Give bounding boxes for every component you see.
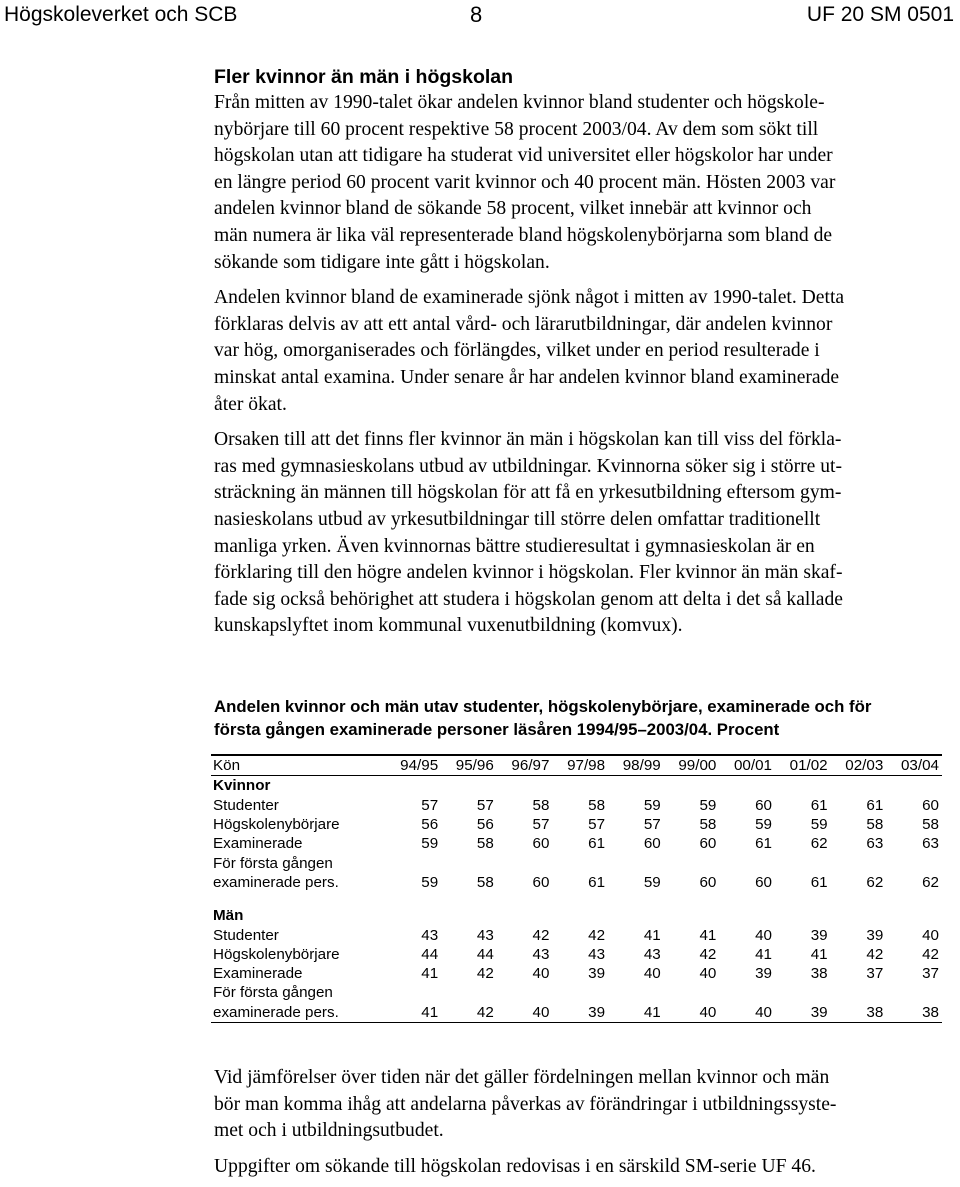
table-cell: 42 — [699, 945, 717, 963]
table-cell: 58 — [866, 816, 884, 834]
table-cell: 59 — [421, 835, 439, 853]
row-label: Examinerade — [213, 965, 303, 983]
table-cell: 41 — [755, 945, 772, 963]
text-line: män numera är lika väl representerade bland högskolenybörjarna som bland de — [214, 224, 833, 246]
table-cell: 40 — [643, 965, 661, 983]
text-line: fade sig också behörighet att studera i högskolan genom att delta i det så kallade — [214, 588, 843, 610]
row-label: Studenter — [213, 796, 279, 814]
row-label: Högskolenybörjare — [213, 945, 340, 963]
table-row — [211, 873, 942, 892]
table-cell: 38 — [922, 1003, 939, 1021]
table-cell: 60 — [699, 835, 717, 853]
table-cell: 42 — [922, 945, 939, 963]
table-cell: 40 — [755, 926, 772, 944]
table-cell: 43 — [588, 945, 606, 963]
column-header-gender: Kön — [213, 757, 241, 775]
row-label: examinerade pers. — [213, 873, 339, 891]
table-spacer — [211, 892, 942, 906]
table-cell: 60 — [699, 873, 717, 891]
table-cell: 41 — [810, 945, 828, 963]
column-header-year: 95/96 — [455, 757, 494, 775]
closing-paragraph-1 — [214, 1065, 936, 1145]
group-header-row — [211, 776, 942, 796]
table-cell: 59 — [643, 873, 661, 891]
table-cell: 57 — [643, 816, 661, 834]
table-cell: 40 — [532, 1003, 550, 1021]
table-cell: 40 — [755, 1003, 772, 1021]
group-label: Kvinnor — [213, 777, 271, 795]
table-cell: 43 — [643, 945, 661, 963]
table-cell: 42 — [588, 926, 606, 944]
row-label: För första gången — [213, 854, 333, 872]
table-cell: 43 — [532, 945, 550, 963]
text-line: manliga yrken. Även kvinnornas bättre studieresultat i gymnasieskolan är en — [214, 535, 815, 557]
table-cell: 39 — [866, 926, 884, 944]
group-label: Män — [213, 907, 244, 925]
column-header-year: 01/02 — [789, 757, 828, 775]
table-cell: 42 — [476, 1003, 494, 1021]
text-line: en längre period 60 procent varit kvinnor och 40 procent män. Hösten 2003 var — [214, 171, 836, 193]
text-line: förklaras delvis av att ett antal vård- och lärarutbildningar, där andelen kvinnor — [214, 313, 833, 335]
table-cell: 59 — [643, 796, 661, 814]
table-cell: 43 — [476, 926, 494, 944]
column-header-year: 97/98 — [567, 757, 606, 775]
column-header-year: 03/04 — [900, 757, 939, 775]
table-row — [211, 983, 942, 1002]
table-cell: 60 — [532, 835, 550, 853]
table-row — [211, 945, 942, 964]
section-title: Fler kvinnor än män i högskolan — [214, 66, 514, 88]
table-cell: 40 — [699, 1003, 717, 1021]
table-cell: 42 — [532, 926, 550, 944]
table-cell: 44 — [421, 945, 439, 963]
main-text — [214, 64, 936, 640]
table-row — [211, 853, 942, 872]
group-header-row — [211, 906, 942, 925]
table-cell: 60 — [643, 835, 661, 853]
statistics-table — [211, 754, 942, 1023]
table-cell: 58 — [476, 835, 494, 853]
table-cell: 63 — [866, 835, 884, 853]
text-line: sträckning än männen till högskolan för att få en yrkesutbildning eftersom gym- — [214, 482, 842, 504]
table-cell: 60 — [532, 873, 550, 891]
closing-text — [214, 1065, 936, 1180]
text-line: bör man komma ihåg att andelarna påverkas av förändringar i utbildningssyste- — [214, 1093, 837, 1115]
table-cell: 57 — [421, 796, 439, 814]
table-row — [211, 796, 942, 815]
text-line: kunskapslyftet inom kommunal vuxenutbildning (komvux). — [214, 615, 683, 637]
paragraph-2 — [214, 285, 936, 418]
table-cell: 37 — [922, 965, 939, 983]
table-cell: 42 — [476, 965, 494, 983]
table-row — [211, 925, 942, 944]
table-cell: 39 — [588, 965, 606, 983]
table-cell: 41 — [421, 965, 439, 983]
table-cell: 56 — [476, 816, 494, 834]
text-line: var hög, omorganiserades och förlängdes, vilket under en period resulterade i — [214, 340, 820, 362]
table-cell: 61 — [810, 873, 828, 891]
table-title — [214, 695, 954, 741]
table-cell: 57 — [532, 816, 550, 834]
text-line: Orsaken till att det finns fler kvinnor än män i högskolan kan till viss del förkla- — [214, 429, 842, 451]
page-header — [0, 0, 960, 32]
table-cell: 57 — [476, 796, 494, 814]
table-cell: 42 — [866, 945, 884, 963]
table-cell: 60 — [755, 873, 772, 891]
column-header-year: 96/97 — [511, 757, 550, 775]
column-header-year: 02/03 — [845, 757, 884, 775]
table-cell: 41 — [643, 926, 661, 944]
table-cell: 38 — [866, 1003, 884, 1021]
table-cell: 62 — [922, 873, 939, 891]
table-cell: 37 — [866, 965, 884, 983]
paragraph-3 — [214, 427, 936, 640]
text-line: förklaring till den högre andelen kvinnor i högskolan. Fler kvinnor än män skaf- — [214, 562, 843, 584]
table-cell: 39 — [588, 1003, 606, 1021]
table-title-line: första gången examinerade personer läsåren 1994/95–2003/04. Procent — [214, 720, 780, 739]
table-cell: 40 — [699, 965, 717, 983]
table-cell: 38 — [810, 965, 828, 983]
text-line: nasieskolans utbud av yrkesutbildningar till större delen omfattar traditionellt — [214, 508, 821, 530]
table-cell: 40 — [922, 926, 939, 944]
table-cell: 44 — [476, 945, 494, 963]
table-cell: 60 — [922, 796, 939, 814]
table-cell: 61 — [588, 835, 606, 853]
text-line: ras med gymnasieskolans utbud av utbildningar. Kvinnorna söker sig i större ut- — [214, 455, 842, 477]
text-line: Andelen kvinnor bland de examinerade sjönk något i mitten av 1990-talet. Detta — [214, 287, 845, 309]
text-line: Från mitten av 1990-talet ökar andelen kvinnor bland studenter och högskole- — [214, 92, 825, 113]
text-line: Vid jämförelser över tiden när det gäller fördelningen mellan kvinnor och män — [214, 1067, 830, 1088]
row-label: För första gången — [213, 984, 333, 1002]
text-line: nybörjare till 60 procent respektive 58 procent 2003/04. Av dem som sökt till — [214, 118, 819, 140]
table-cell: 61 — [810, 796, 828, 814]
table-cell: 39 — [810, 1003, 828, 1021]
table-cell: 59 — [810, 816, 828, 834]
table-cell: 41 — [699, 926, 717, 944]
table-cell: 39 — [810, 926, 828, 944]
table-header-row — [211, 755, 942, 776]
report-code: UF 20 SM 0501 — [806, 3, 954, 26]
table-cell: 62 — [810, 835, 828, 853]
table-cell: 58 — [699, 816, 717, 834]
table-cell: 41 — [421, 1003, 439, 1021]
row-label: Examinerade — [213, 835, 303, 853]
column-header-year: 98/99 — [622, 757, 661, 775]
table-cell: 43 — [421, 926, 439, 944]
table-cell: 59 — [699, 796, 717, 814]
table-cell: 57 — [588, 816, 606, 834]
men-rows — [211, 906, 942, 1022]
table-cell: 60 — [755, 796, 772, 814]
table-cell: 61 — [755, 835, 772, 853]
table-cell: 61 — [866, 796, 884, 814]
text-line: minskat antal examina. Under senare år har andelen kvinnor bland examinerade — [214, 366, 840, 388]
column-header-year: 99/00 — [678, 757, 717, 775]
table-cell: 58 — [532, 796, 550, 814]
table-cell: 58 — [476, 873, 494, 891]
closing-paragraph-2: Uppgifter om sökande till högskolan redovisas i en särskild SM-serie UF 46. — [214, 1155, 816, 1177]
table-cell: 62 — [866, 873, 884, 891]
table-cell: 59 — [755, 816, 772, 834]
table-cell: 40 — [532, 965, 550, 983]
table-row — [211, 964, 942, 983]
text-line: andelen kvinnor bland de sökande 58 procent, vilket innebär att kvinnor och — [214, 198, 812, 220]
page-number: 8 — [470, 2, 483, 27]
paragraph-1 — [214, 90, 936, 276]
row-label: Högskolenybörjare — [213, 816, 340, 834]
table-cell: 56 — [421, 816, 439, 834]
text-line: åter ökat. — [214, 393, 287, 415]
women-rows — [211, 776, 942, 892]
row-label: examinerade pers. — [213, 1003, 339, 1021]
text-line: högskolan utan att tidigare ha studerat vid universitet eller högskolor har under — [214, 145, 833, 167]
table-cell: 58 — [588, 796, 606, 814]
text-line: met och i utbildningsutbudet. — [214, 1120, 444, 1142]
table-row — [211, 1003, 942, 1023]
row-label: Studenter — [213, 926, 279, 944]
table-cell: 63 — [922, 835, 939, 853]
table-cell: 41 — [643, 1003, 661, 1021]
table-cell: 59 — [421, 873, 439, 891]
table-title-line: Andelen kvinnor och män utav studenter, högskolenybörjare, examinerade och för — [214, 697, 872, 716]
table-row — [211, 815, 942, 834]
table-row — [211, 834, 942, 853]
text-line: sökande som tidigare inte gått i högskolan. — [214, 251, 550, 273]
table-cell: 58 — [922, 816, 939, 834]
table-cell: 39 — [755, 965, 772, 983]
table-cell: 61 — [588, 873, 606, 891]
column-header-year: 00/01 — [733, 757, 772, 775]
column-header-year: 94/95 — [400, 757, 439, 775]
publisher-label: Högskoleverket och SCB — [4, 3, 238, 26]
